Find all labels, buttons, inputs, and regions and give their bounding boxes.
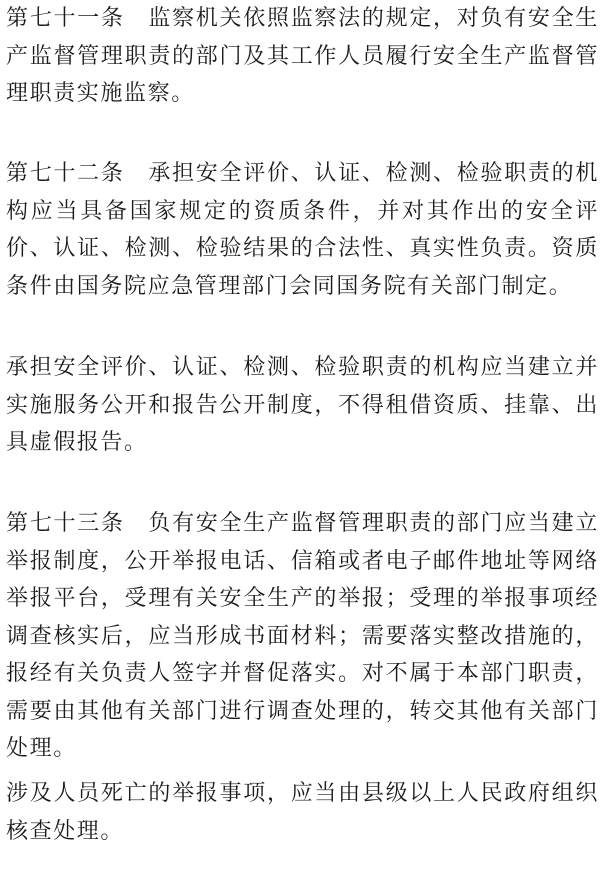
article-72-second-paragraph: 承担安全评价、认证、检测、检验职责的机构应当建立并实施服务公开和报告公开制度，不得租借资质、挂靠、出具虚假报告。 [6,355,599,455]
article-73-second-paragraph: 涉及人员死亡的举报事项，应当由县级以上人民政府组织核查处理。 [6,781,599,844]
article-73-paragraph: 第七十三条 负有安全生产监督管理职责的部门应当建立举报制度，公开举报电话、信箱或者电子邮件地址等网络举报平台，受理有关安全生产的举报；受理的举报事项经调查核实后，应当形成书面材料；需要落实整改措施的，报经有关负责人签字并督促落实。对不属于本部门职责，需要由其他有关部门进行调查处理的，转交其他有关部门处理。 [6,511,599,761]
article-72-paragraph: 第七十二条 承担安全评价、认证、检测、检验职责的机构应当具备国家规定的资质条件，并对其作出的安全评价、认证、检测、检验结果的合法性、真实性负责。资质条件由国务院应急管理部门会同国务院有关部门制定。 [6,161,599,299]
article-71-paragraph: 第七十一条 监察机关依照监察法的规定，对负有安全生产监督管理职责的部门及其工作人员履行安全生产监督管理职责实施监察。 [6,6,599,106]
